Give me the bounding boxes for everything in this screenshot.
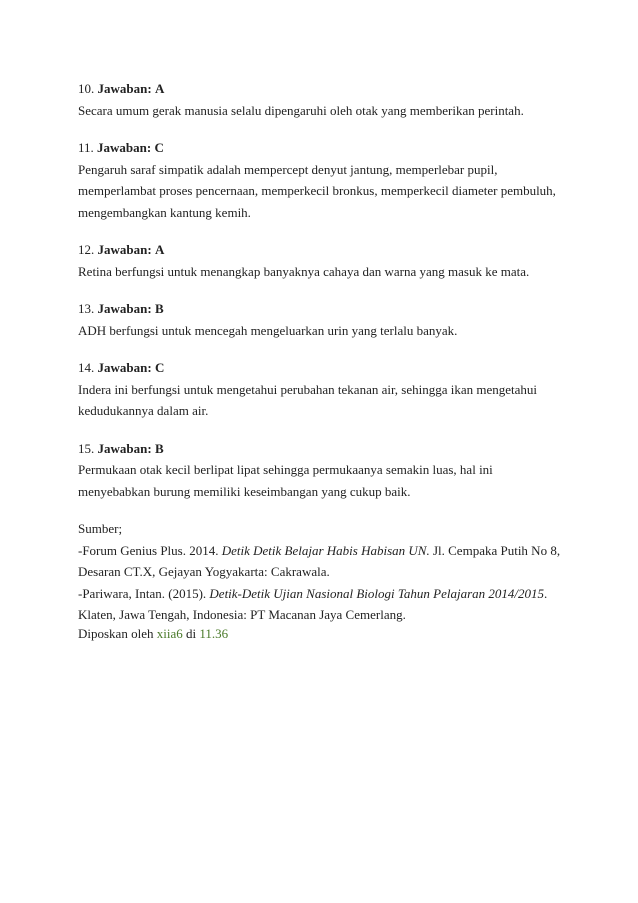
answer-heading: [78, 137, 558, 159]
post-time-link[interactable]: 11.36: [199, 625, 229, 641]
explanation-line: Pengaruh saraf simpatik adalah mempercept denyut jantung, memperlebar pupil,: [78, 161, 498, 177]
question-number: 11.: [78, 140, 94, 155]
answer-item-14: [78, 357, 558, 422]
question-number: 10.: [78, 81, 95, 96]
reference-2: [78, 583, 558, 605]
reference-2-title: Detik-Detik Ujian Nasional Biologi Tahun Pelajaran 2014/2015: [209, 585, 545, 601]
question-number: 12.: [78, 242, 95, 257]
explanation-line: mengembangkan kantung kemih.: [78, 204, 251, 220]
at-label: di: [185, 625, 197, 641]
answer-heading: [78, 78, 558, 100]
answer-label: Jawaban:: [97, 81, 152, 96]
answer-item-15: [78, 438, 558, 503]
answer-label: Jawaban:: [97, 242, 152, 257]
sources-section: [78, 518, 561, 626]
answer-label: Jawaban:: [97, 301, 152, 316]
answer-letter: C: [154, 360, 165, 375]
reference-2-line-2: Klaten, Jawa Tengah, Indonesia: PT Macanan Jaya Cemerlang.: [78, 607, 406, 622]
reference-1-prefix: -Forum Genius Plus. 2014.: [78, 542, 222, 558]
answer-letter: A: [154, 81, 165, 96]
explanation-line: menyebabkan burung memiliki keseimbangan yang cukup baik.: [78, 483, 411, 499]
sources-heading: Sumber;: [78, 521, 123, 536]
answer-item-10: [78, 78, 558, 121]
posted-by-label: Diposkan oleh: [78, 625, 154, 641]
answer-item-12: [78, 239, 558, 282]
reference-2-suffix: .: [544, 585, 548, 601]
document-body: [78, 78, 561, 641]
answer-letter: C: [154, 140, 164, 155]
answer-heading: [78, 298, 558, 320]
author-link[interactable]: xiia6: [156, 625, 183, 641]
explanation-line: memperlambat proses pencernaan, memperkecil bronkus, memperkecil diameter pembuluh,: [78, 183, 556, 198]
post-footer: [78, 626, 558, 641]
answer-letter: B: [154, 440, 164, 456]
answer-heading: [78, 438, 558, 460]
explanation-line: Permukaan otak kecil berlipat lipat sehingga permukaanya semakin luas, hal ini: [78, 462, 493, 477]
explanation-line: Indera ini berfungsi untuk mengetahui perubahan tekanan air, sehingga ikan mengetahui: [78, 381, 538, 397]
explanation-line: kedudukannya dalam air.: [78, 403, 209, 418]
question-number: 14.: [78, 360, 95, 375]
answer-heading: [78, 239, 558, 261]
answer-item-11: [78, 137, 558, 223]
explanation-line: ADH berfungsi untuk mencegah mengeluarkan urin yang terlalu banyak.: [78, 322, 458, 338]
answer-letter: A: [154, 242, 165, 257]
answer-label: Jawaban:: [97, 360, 152, 375]
reference-1-title: Detik Detik Belajar Habis Habisan UN.: [221, 542, 430, 558]
answer-label: Jawaban:: [97, 440, 152, 456]
reference-1: [78, 540, 561, 562]
explanation-line: Secara umum gerak manusia selalu dipengaruhi oleh otak yang memberikan perintah.: [78, 102, 524, 118]
explanation-line: Retina berfungsi untuk menangkap banyaknya cahaya dan warna yang masuk ke mata.: [78, 263, 530, 279]
reference-1-suffix: Jl. Cempaka Putih No 8,: [429, 542, 561, 558]
reference-2-prefix: -Pariwara, Intan. (2015).: [78, 585, 210, 601]
question-number: 15.: [78, 440, 95, 456]
reference-1-line-2: Desaran CT.X, Gejayan Yogyakarta: Cakrawala.: [78, 564, 330, 579]
answer-item-13: [78, 298, 558, 341]
question-number: 13.: [78, 301, 95, 316]
answer-heading: [78, 357, 558, 379]
answer-label: Jawaban:: [97, 140, 152, 155]
answer-letter: B: [154, 301, 164, 316]
